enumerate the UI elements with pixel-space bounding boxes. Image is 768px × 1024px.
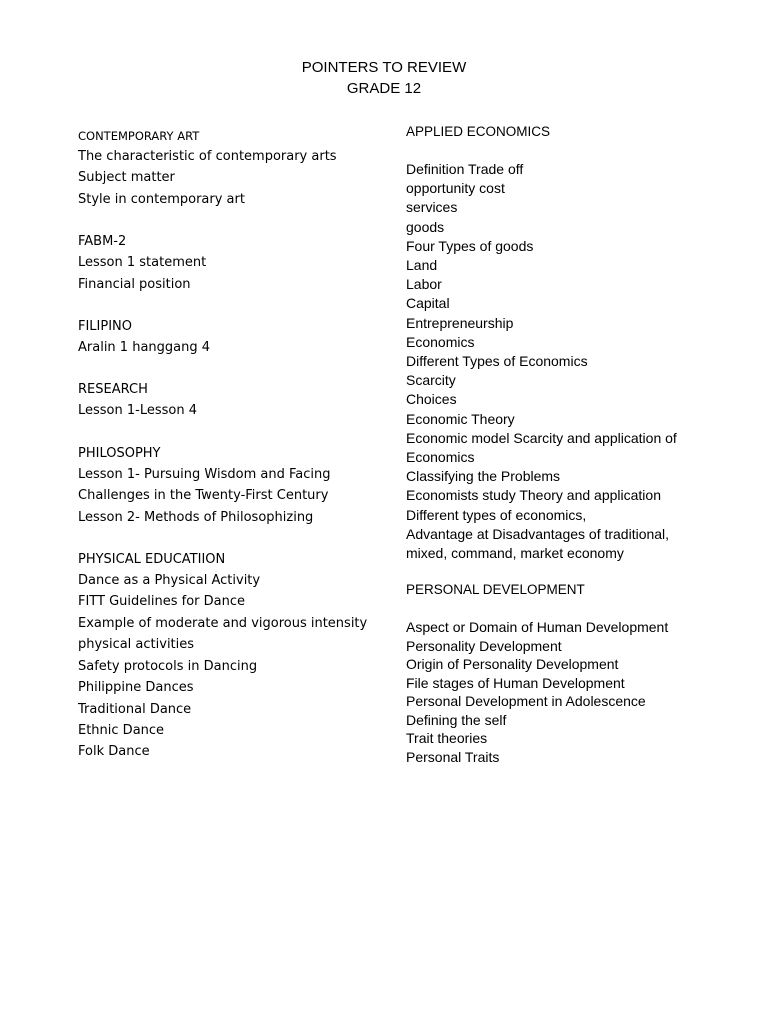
list-item: Economics: [406, 333, 475, 350]
list-item: physical activities: [78, 637, 195, 653]
list-item: Economic Theory: [406, 410, 515, 427]
list-item: Scarcity: [406, 372, 456, 389]
list-item: Personality Development: [406, 637, 562, 654]
list-item: Aspect or Domain of Human Development: [406, 619, 669, 636]
title-line-1: POINTERS TO REVIEW: [301, 59, 467, 76]
list-item: Defining the self: [406, 711, 507, 728]
list-item: mixed, command, market economy: [406, 545, 624, 562]
list-item: Ethnic Dance: [78, 722, 165, 738]
list-item: FITT Guidelines for Dance: [78, 594, 246, 610]
section-heading: PERSONAL DEVELOPMENT: [406, 582, 585, 598]
list-item: Lesson 1 statement: [78, 255, 207, 271]
section-physical-education: [78, 549, 378, 763]
list-item: Safety protocols in Dancing: [78, 658, 258, 674]
section-heading: FILIPINO: [78, 319, 133, 335]
list-item: Example of moderate and vigorous intensity: [78, 615, 368, 631]
section-contemporary-art: [78, 126, 378, 210]
list-item: Folk Dance: [78, 744, 150, 760]
section-heading: CONTEMPORARY ART: [78, 129, 200, 143]
list-item: File stages of Human Development: [406, 674, 625, 691]
section-heading: RESEARCH: [78, 382, 148, 398]
list-item: Economists study Theory and application: [406, 487, 661, 504]
list-item: The characteristic of contemporary arts: [78, 149, 337, 164]
list-item: Personal Traits: [406, 748, 500, 765]
document-title: [0, 57, 768, 99]
list-item: Philippine Dances: [78, 680, 194, 696]
left-column: [78, 126, 378, 784]
list-item: opportunity cost: [406, 180, 505, 197]
list-item: Different types of economics,: [406, 506, 587, 523]
list-item: Trait theories: [406, 730, 488, 747]
list-item: services: [406, 199, 458, 216]
section-research: [78, 379, 378, 421]
list-item: Aralin 1 hanggang 4: [78, 340, 211, 356]
list-item: Personal Development in Adolescence: [406, 693, 646, 710]
right-column: [406, 122, 736, 766]
list-item: Financial position: [78, 276, 191, 292]
list-item: Classifying the Problems: [406, 468, 561, 485]
list-item: Labor: [406, 276, 442, 293]
list-item: Different Types of Economics: [406, 353, 588, 370]
list-item: Lesson 1-Lesson 4: [78, 403, 197, 419]
list-item: Economic model Scarcity and application of: [406, 429, 677, 446]
list-item: Traditional Dance: [78, 701, 192, 717]
list-item: Dance as a Physical Activity: [78, 573, 261, 589]
list-item: Land: [406, 257, 438, 274]
list-item: Origin of Personality Development: [406, 656, 619, 673]
section-heading: PHYSICAL EDUCATIION: [78, 552, 226, 568]
list-item: Capital: [406, 295, 450, 312]
list-item: Subject matter: [78, 170, 175, 186]
list-item: Style in contemporary art: [78, 191, 245, 207]
title-line-2: GRADE 12: [346, 80, 422, 97]
list-item: Economics: [406, 449, 475, 466]
list-item: Lesson 1- Pursuing Wisdom and Facing: [78, 466, 331, 482]
section-philosophy: [78, 443, 378, 528]
list-item: Choices: [406, 391, 457, 408]
section-personal-development: [406, 580, 736, 766]
list-item: Lesson 2- Methods of Philosophizing: [78, 509, 314, 525]
section-heading: PHILOSOPHY: [78, 445, 161, 461]
list-item: Definition Trade off: [406, 161, 524, 177]
section-applied-economics: [406, 122, 736, 563]
list-item: Four Types of goods: [406, 237, 534, 254]
list-item: Challenges in the Twenty-First Century: [78, 488, 329, 504]
section-fabm-2: [78, 231, 378, 295]
section-heading: FABM-2: [78, 234, 127, 250]
list-item: Advantage at Disadvantages of traditional,: [406, 525, 670, 542]
list-item: goods: [406, 218, 445, 235]
list-item: Entrepreneurship: [406, 314, 514, 331]
section-filipino: [78, 316, 378, 358]
section-heading: APPLIED ECONOMICS: [406, 124, 551, 139]
